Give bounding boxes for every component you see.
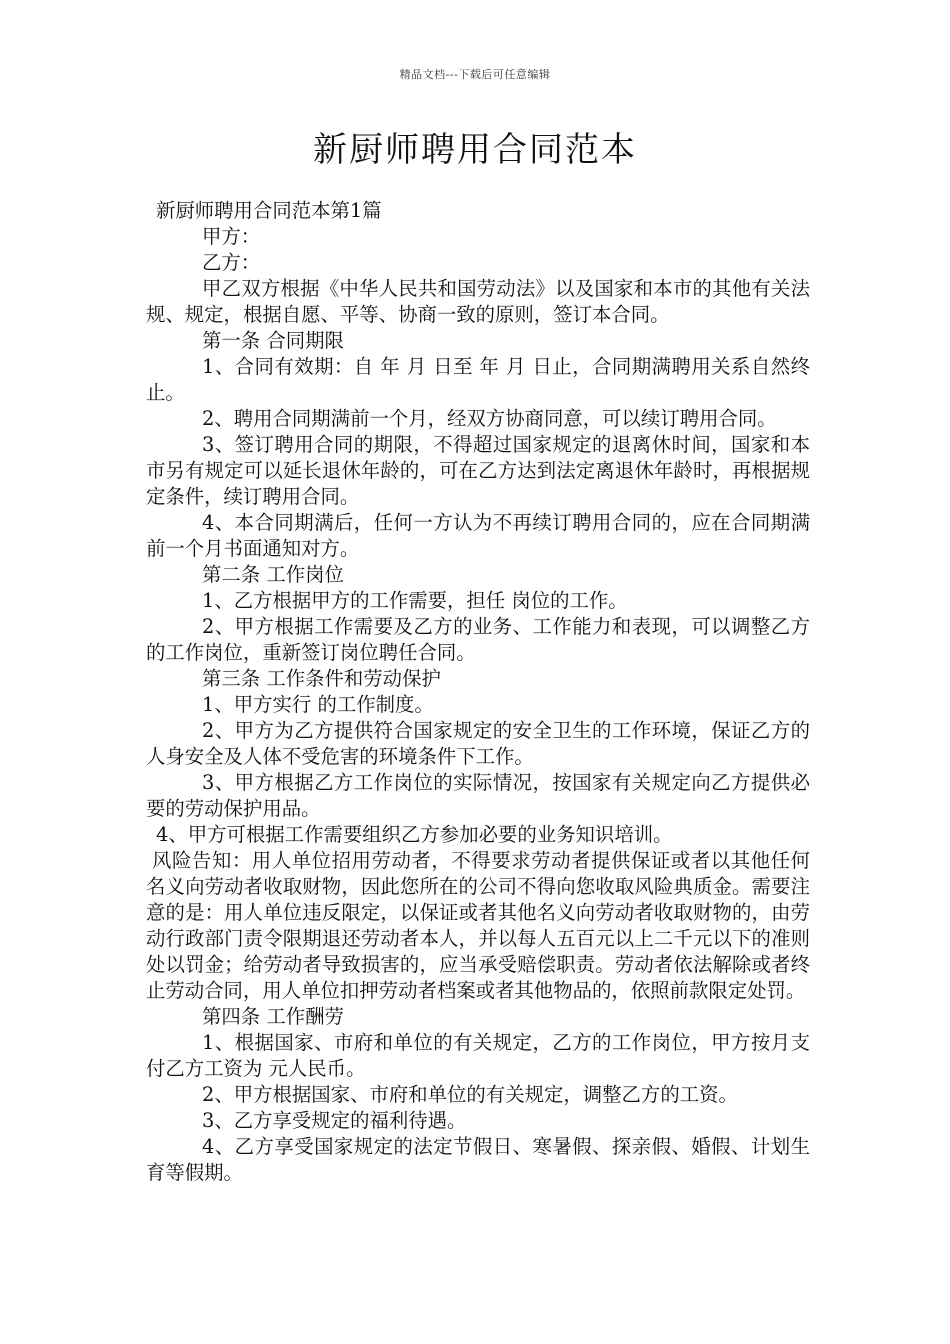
article-3-clause-3: 3、甲方根据乙方工作岗位的实际情况，按国家有关规定向乙方提供必要的劳动保护用品。 <box>146 771 810 820</box>
article-2-clause-2: 2、甲方根据工作需要及乙方的业务、工作能力和表现，可以调整乙方的工作岗位，重新签订岗位聘任合同。 <box>146 615 810 664</box>
party-a-line: 甲方： <box>202 225 261 248</box>
article-4-heading: 第四条 工作酬劳 <box>202 1005 344 1028</box>
article-4-clause-1: 1、根据国家、市府和单位的有关规定，乙方的工作岗位，甲方按月支付乙方工资为 元人民币。 <box>146 1031 810 1080</box>
article-4-clause-4: 4、乙方享受国家规定的法定节假日、寒暑假、探亲假、婚假、计划生育等假期。 <box>146 1135 810 1184</box>
header-note: 精品文档---下载后可任意编辑 <box>399 68 551 81</box>
article-3-clause-1: 1、甲方实行 的工作制度。 <box>202 693 434 716</box>
risk-notice-paragraph: 风险告知：用人单位招用劳动者，不得要求劳动者提供保证或者以其他任何名义向劳动者收取财物，因此您所在的公司不得向您收取风险典质金。需要注意的是：用人单位违反限定，以保证或者其他名义向劳动者收取财物的，由劳动行政部门责令限期退还劳动者本人，并以每人五百元以上二千元以下的准则处以罚金；给劳动者导致损害的，应当承受赔偿职责。劳动者依法解除或者终止劳动合同，用人单位扣押劳动者档案或者其他物品的，依照前款限定处罚。 <box>146 849 810 1002</box>
article-4-clause-3: 3、乙方享受规定的福利待遇。 <box>202 1109 467 1132</box>
article-1-clause-1: 1、合同有效期：自 年 月 日至 年 月 日止，合同期满聘用关系自然终止。 <box>146 355 810 404</box>
article-4-clause-2: 2、甲方根据国家、市府和单位的有关规定，调整乙方的工资。 <box>202 1083 738 1106</box>
article-1-clause-3: 3、签订聘用合同的期限，不得超过国家规定的退离休时间，国家和本市另有规定可以延长退休年龄的，可在乙方达到法定离退休年龄时，再根据规定条件，续订聘用合同。 <box>146 433 810 508</box>
subtitle-paragraph: 新厨师聘用合同范本第1篇 <box>156 199 382 222</box>
article-3-heading: 第三条 工作条件和劳动保护 <box>202 667 441 690</box>
article-2-clause-1: 1、乙方根据甲方的工作需要，担任 岗位的工作。 <box>202 589 628 612</box>
article-1-heading: 第一条 合同期限 <box>202 329 344 352</box>
article-3-clause-2: 2、甲方为乙方提供符合国家规定的安全卫生的工作环境，保证乙方的人身安全及人体不受危害的环境条件下工作。 <box>146 719 810 768</box>
article-2-heading: 第二条 工作岗位 <box>202 563 344 586</box>
article-3-clause-4: 4、甲方可根据工作需要组织乙方参加必要的业务知识培训。 <box>156 823 673 846</box>
article-1-clause-4: 4、本合同期满后，任何一方认为不再续订聘用合同的，应在合同期满前一个月书面通知对方。 <box>146 511 810 560</box>
article-1-clause-2: 2、聘用合同期满前一个月，经双方协商同意，可以续订聘用合同。 <box>202 407 777 430</box>
document-body <box>146 198 810 1186</box>
page-title: 新厨师聘用合同范本 <box>313 130 637 170</box>
party-b-line: 乙方： <box>202 251 261 274</box>
preamble-paragraph: 甲乙双方根据《中华人民共和国劳动法》以及国家和本市的其他有关法规、规定，根据自愿、平等、协商一致的原则，签订本合同。 <box>146 277 810 326</box>
